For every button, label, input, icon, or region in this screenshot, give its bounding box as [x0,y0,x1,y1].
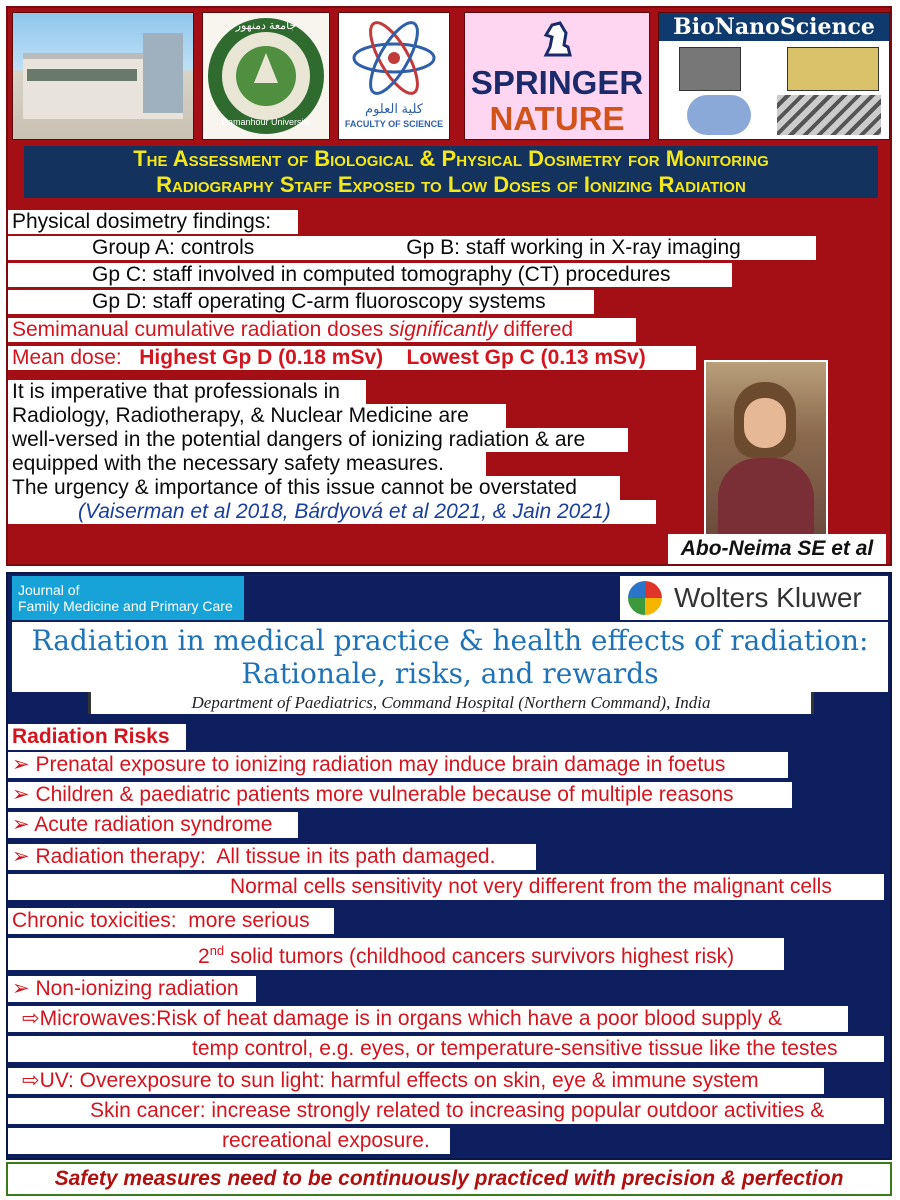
group-c-row [8,263,732,287]
risk-item-therapy-2: Normal cells sensitivity not very different from the malignant cells [8,874,884,900]
para-line-1: It is imperative that professionals in [8,380,366,404]
author-photo [704,360,828,542]
small-arrow-icon: ⇨ [22,1007,40,1030]
citation: (Vaiserman et al 2018, Bárdyová et al 2021, & Jain 2021) [78,500,611,523]
springer-nature-logo [464,12,650,140]
damanhour-university-logo [202,12,330,140]
para-line-4: equipped with the necessary safety measures. [8,452,486,476]
arrow-icon: ➢ [12,813,30,836]
article-title [12,624,888,690]
findings-heading: Physical dosimetry findings: [8,210,298,234]
mean-label: Mean dose: [12,346,122,369]
mean-dose-line [8,346,696,370]
risk-item-acute: ➢ Acute radiation syndrome [8,812,298,838]
arrow-icon: ➢ [12,753,30,776]
group-d-row [8,290,594,314]
poster-title-line1: The Assessment of Biological & Physical Dosimetry for Monitoring [24,146,878,172]
arrow-icon: ➢ [12,783,30,806]
springer-text: SPRINGER [470,64,644,101]
para-line-3: well-versed in the potential dangers of ionizing radiation & are [8,428,628,452]
article-header [12,622,888,692]
uv-line-2: Skin cancer: increase strongly related to increasing popular outdoor activities & [8,1098,884,1124]
bns-title: BioNanoScience [659,13,889,41]
group-c: Gp C: staff involved in computed tomography (CT) procedures [92,263,671,286]
microwaves-line: ⇨Microwaves:Risk of heat damage is in organs which have a poor blood supply & [8,1006,848,1032]
para-line-5: The urgency & importance of this issue cannot be overstated [8,476,620,500]
nature-text: NATURE [489,100,625,137]
safety-footer: Safety measures need to be continuously practiced with precision & perfection [6,1162,892,1196]
bottom-panel [6,572,892,1160]
univ-arabic-name: جامعة دمنهور [235,20,297,32]
science-name: FACULTY OF SCIENCE [344,119,444,129]
chronic-line: Chronic toxicities: more serious [8,908,334,934]
journal-logo [12,576,244,620]
risk-item-children: ➢ Children & paediatric patients more vulnerable because of multiple reasons [8,782,792,808]
faculty-of-science-logo [338,12,450,140]
chronic-line-2: 2nd solid tumors (childhood cancers survivors highest risk) [8,938,784,970]
mean-lowest: Lowest Gp C (0.13 mSv) [406,346,646,369]
journal-line1: Journal of [18,582,80,598]
mean-highest: Highest Gp D (0.18 mSv) [139,346,384,369]
risk-item-therapy: ➢ Radiation therapy: All tissue in its path damaged. [8,844,536,870]
group-d: Gp D: staff operating C-arm fluoroscopy systems [92,290,546,313]
microwaves-line-2: temp control, e.g. eyes, or temperature-sensitive tissue like the testes [8,1036,884,1062]
top-panel [6,6,892,566]
article-title-line2: Rationale, risks, and rewards [241,657,659,690]
sig-em: significantly [389,318,498,341]
group-ab-row [8,236,816,260]
group-b: Gp B: staff working in X-ray imaging [406,236,741,259]
univ-name: Damanhour University [221,117,311,127]
publisher-name: Wolters Kluwer [674,582,862,613]
campus-photo [12,12,194,140]
article-title-line1: Radiation in medical practice & health effects of radiation: [31,624,869,657]
risk-item-prenatal: ➢ Prenatal exposure to ionizing radiation may induce brain damage in foetus [8,752,788,778]
journal-line2: Family Medicine and Primary Care [18,598,233,614]
chess-knight-icon [536,17,580,57]
arrow-icon: ➢ [12,977,30,1000]
radiation-risks-heading: Radiation Risks [8,724,186,750]
poster-title-line2: Radiography Staff Exposed to Low Doses of Ionizing Radiation [24,172,878,198]
bionanoscience-logo [658,12,890,140]
citation-line [8,500,656,524]
science-arabic-name: كلية العلوم [365,101,423,116]
wolters-kluwer-logo [620,576,888,620]
group-a: Group A: controls [92,236,255,259]
small-arrow-icon: ⇨ [22,1069,40,1092]
author-name: Abo-Neima SE et al [668,534,886,564]
arrow-icon: ➢ [12,845,30,868]
department-line: Department of Paediatrics, Command Hospital (Northern Command), India [88,692,814,714]
wolters-kluwer-icon [628,581,662,615]
uv-line: ⇨UV: Overexposure to sun light: harmful effects on skin, eye & immune system [8,1068,824,1094]
sig-post: differed [497,318,574,341]
uv-line-3: recreational exposure. [8,1128,450,1154]
atom-icon [339,13,449,103]
non-ionizing-heading: ➢ Non-ionizing radiation [8,976,256,1002]
sig-pre: Semimanual cumulative radiation doses [12,318,390,341]
significance-line [8,318,636,342]
para-line-2: Radiology, Radiotherapy, & Nuclear Medicine are [8,404,506,428]
